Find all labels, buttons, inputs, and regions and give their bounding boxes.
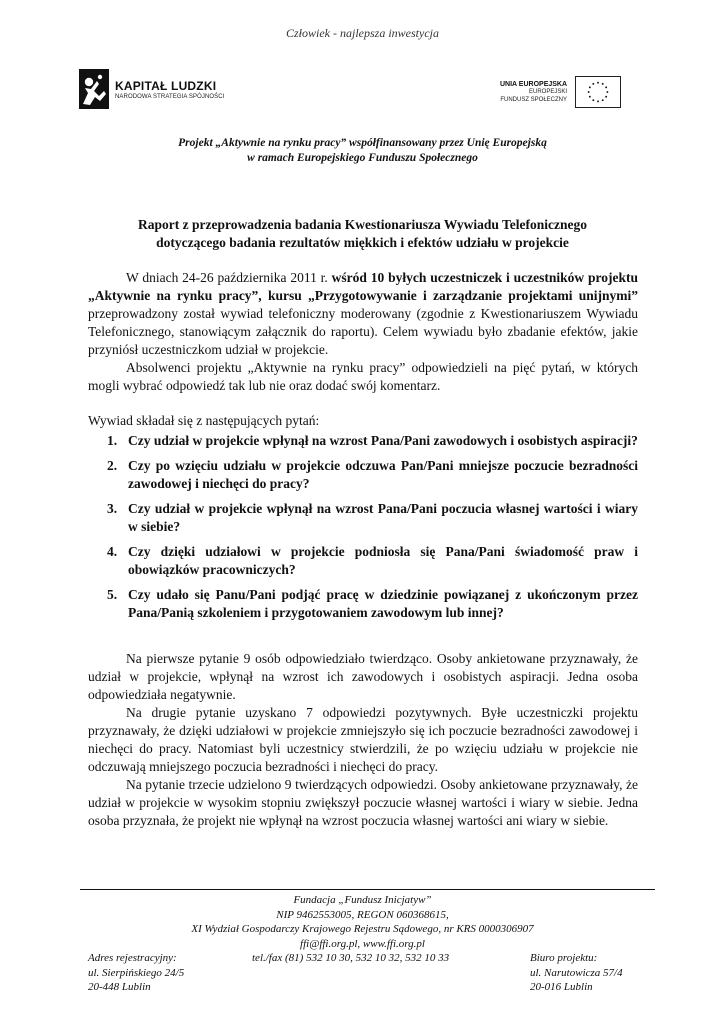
footer-reg-street: ul. Sierpińskiego 24/5 — [88, 966, 185, 979]
tagline: Człowiek - najlepsza inwestycja — [286, 26, 439, 40]
eu-logo — [500, 76, 621, 108]
question-item — [88, 432, 638, 450]
intro-section — [88, 269, 638, 395]
footer-krs: XI Wydział Gospodarczy Krajowego Rejestru Sądowego, nr KRS 0000306907 — [191, 923, 534, 935]
answer-paragraph-1: Na pierwsze pytanie 9 osób odpowiedziało twierdząco. Osoby ankietowane przyznawały, że udział w projekcie, wpłynął na wzrost ich zawodowych i osobistych aspiracji. Jedna osoba odpowiedziała negatywnie. — [88, 651, 638, 702]
intro-paragraph-1 — [88, 269, 638, 359]
project-heading — [0, 136, 725, 166]
questions-heading — [88, 412, 638, 430]
questions-list — [88, 432, 638, 629]
answer-paragraph-2: Na drugie pytanie uzyskano 7 odpowiedzi pozytywnych. Byłe uczestniczki projektu przyznawały, że dzięki udziałowi w projekcie zmniejszyło się ich poczucie bezradności zawodowej i niechęci do pracy. Natomiast byli uczestnicy stwierdzili, że po wzięciu udziału w projekcie nie odczuwają mniejszego poczucia bezradności i niechęci do pracy. — [88, 705, 638, 774]
footer-foundation: Fundacja „Fundusz Inicjatyw” — [293, 894, 432, 906]
intro-p1-bold: wśród 10 byłych uczestniczek i uczestników projektu „Aktywnie na rynku pracy”, kursu „Przygotowywanie i zarządzanie projektami unijnymi” — [88, 270, 638, 303]
kl-subtitle: NARODOWA STRATEGIA SPÓJNOŚCI — [115, 93, 225, 100]
question-item — [88, 543, 638, 579]
kapital-ludzki-logo — [79, 69, 224, 109]
kapital-ludzki-emblem-icon — [79, 69, 109, 109]
question-text: Czy udział w projekcie wpłynął na wzrost Pana/Pani poczucia własnej wartości i wiary w siebie? — [128, 501, 638, 534]
project-line2: w ramach Europejskiego Funduszu Społecznego — [247, 152, 478, 164]
footer-nip-regon: NIP 9462553005, REGON 060368615, — [276, 908, 449, 921]
footer-divider — [80, 889, 655, 890]
question-item — [88, 586, 638, 622]
question-item — [88, 457, 638, 493]
footer — [0, 893, 725, 993]
intro-p1-a: W dniach 24-26 października 2011 r. — [126, 270, 332, 285]
answer-paragraph-3: Na pytanie trzecie udzielono 9 twierdzących odpowiedzi. Osoby ankietowane przyznawały, że udział w projekcie w wysokim stopniu zwiększył poczucie własnej wartości i wiary w siebie. Jedna osoba przyznała, że projekt nie wpłynął na wzrost poczucia własnej wartości ani wiary w siebie. — [88, 777, 638, 828]
question-text: Czy dzięki udziałowi w projekcie podniosła się Pana/Pani świadomość praw i obowiązków pracowniczych? — [128, 544, 638, 577]
footer-phone: tel./fax (81) 532 10 30, 532 10 32, 532 10 33 — [252, 952, 450, 964]
intro-paragraph-2: Absolwenci projektu „Aktywnie na rynku pracy” odpowiedzieli na pięć pytań, w których mogli wybrać odpowiedź tak lub nie oraz dodać swój komentarz. — [88, 360, 638, 393]
footer-reg-city: 20-448 Lublin — [88, 981, 151, 993]
question-number: 3. — [107, 501, 118, 516]
footer-office-city: 20-016 Lublin — [530, 981, 593, 993]
footer-reg-label: Adres rejestracyjny: — [88, 952, 177, 964]
report-title-line1: Raport z przeprowadzenia badania Kwestionariusza Wywiadu Telefonicznego — [137, 217, 587, 232]
eu-line2: EUROPEJSKI — [529, 88, 568, 95]
footer-office-label: Biuro projektu: — [530, 952, 598, 964]
kl-title: KAPITAŁ LUDZKI — [115, 78, 217, 93]
project-line1: Projekt „Aktywnie na rynku pracy” współfinansowany przez Unię Europejską — [178, 137, 547, 149]
eu-line1: UNIA EUROPEJSKA — [500, 80, 568, 88]
question-number: 5. — [107, 587, 118, 602]
question-text: Czy udało się Panu/Pani podjąć pracę w dziedzinie powiązanej z ukończonym przez Pana/Panią szkoleniem i przygotowaniem zawodowym lub innej? — [128, 587, 638, 620]
footer-office-street: ul. Narutowicza 57/4 — [530, 966, 623, 979]
question-number: 2. — [107, 458, 118, 473]
eu-line3: FUNDUSZ SPOŁECZNY — [500, 96, 568, 103]
intro-p1-c: przeprowadzony został wywiad telefoniczny moderowany (zgodnie z Kwestionariuszem Wywiadu Telefonicznego, stanowiącym załącznik do raportu). Celem wywiadu było zbadanie efektów, jakie przyniósł uczestniczkom udział w projekcie. — [88, 306, 638, 357]
footer-contact: ffi@ffi.org.pl, www.ffi.org.pl — [300, 937, 425, 950]
report-title — [0, 216, 725, 252]
question-number: 4. — [107, 544, 118, 559]
question-item — [88, 500, 638, 536]
answers-section — [88, 650, 638, 830]
report-title-line2: dotyczącego badania rezultatów miękkich i efektów udziału w projekcie — [156, 235, 569, 250]
question-text: Czy udział w projekcie wpłynął na wzrost Pana/Pani zawodowych i osobistych aspiracji? — [128, 433, 638, 448]
questions-heading-text: Wywiad składał się z następujących pytań: — [88, 413, 320, 428]
eu-flag-icon — [575, 76, 621, 108]
question-text: Czy po wzięciu udziału w projekcie odczuwa Pan/Pani mniejsze poczucie bezradności zawodowej i niechęci do pracy? — [128, 458, 638, 491]
question-number: 1. — [107, 433, 118, 448]
